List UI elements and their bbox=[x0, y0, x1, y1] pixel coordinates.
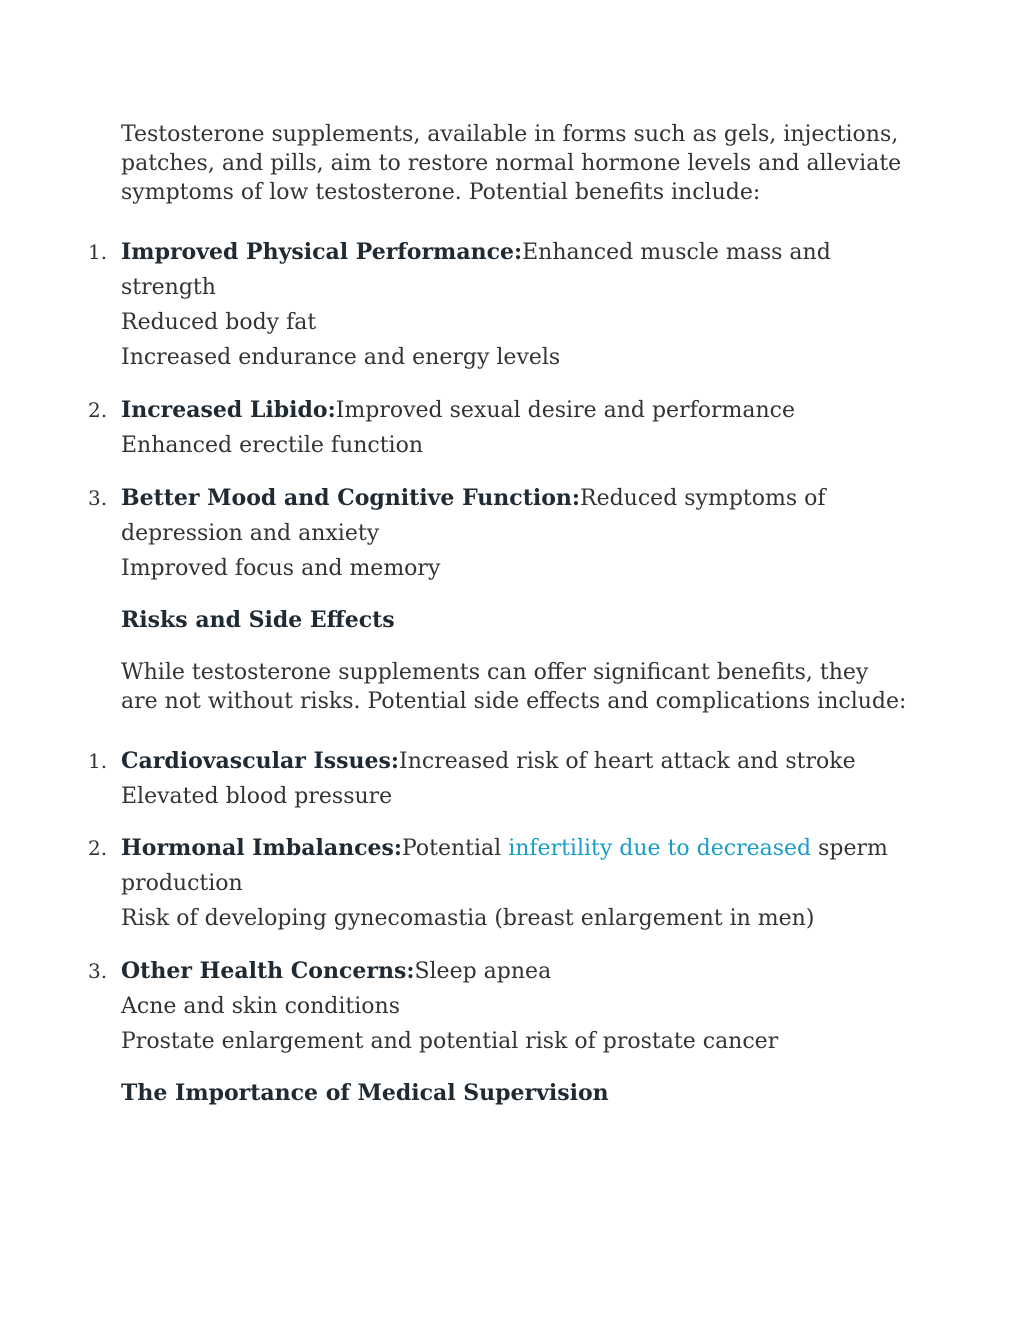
risk-text: Increased risk of heart attack and stroke bbox=[399, 749, 856, 774]
risk-title: Cardiovascular Issues: bbox=[121, 748, 400, 774]
benefit-first-line bbox=[121, 393, 911, 428]
benefit-line: depression and anxiety bbox=[121, 521, 380, 546]
risk-line: production bbox=[121, 871, 243, 896]
infertility-link[interactable]: infertility due to decreased bbox=[508, 836, 812, 861]
risk-first-line bbox=[121, 744, 911, 779]
list-number: 2. bbox=[88, 836, 108, 860]
risk-line: Elevated blood pressure bbox=[121, 784, 393, 809]
risk-body bbox=[121, 744, 911, 814]
benefit-line: Enhanced erectile function bbox=[121, 433, 423, 458]
risk-body bbox=[121, 954, 911, 1059]
list-number: 1. bbox=[88, 240, 108, 264]
supervision-heading: The Importance of Medical Supervision bbox=[121, 1080, 609, 1106]
risk-body bbox=[121, 831, 911, 936]
list-number: 3. bbox=[88, 959, 108, 983]
benefit-body bbox=[121, 393, 911, 463]
risk-text: Potential bbox=[401, 836, 509, 861]
list-number: 3. bbox=[88, 486, 108, 510]
benefit-body bbox=[121, 235, 911, 375]
risk-title: Hormonal Imbalances: bbox=[121, 835, 402, 861]
benefit-text: Reduced symptoms of bbox=[580, 486, 826, 511]
risk-text: sperm bbox=[811, 836, 888, 861]
list-number: 2. bbox=[88, 398, 108, 422]
risk-line: Prostate enlargement and potential risk of prostate cancer bbox=[121, 1029, 779, 1054]
benefit-line: Reduced body fat bbox=[121, 310, 317, 335]
risk-first-line bbox=[121, 954, 911, 989]
risk-line: Risk of developing gynecomastia (breast enlargement in men) bbox=[121, 906, 815, 931]
risks-heading: Risks and Side Effects bbox=[121, 607, 395, 633]
risk-first-line bbox=[121, 831, 911, 866]
risk-title: Other Health Concerns: bbox=[121, 958, 415, 984]
benefit-first-line bbox=[121, 481, 911, 516]
benefit-line: Improved focus and memory bbox=[121, 556, 441, 581]
benefit-line: strength bbox=[121, 275, 216, 300]
risk-text: Sleep apnea bbox=[414, 959, 552, 984]
benefit-line: Increased endurance and energy levels bbox=[121, 345, 561, 370]
benefit-title: Improved Physical Performance: bbox=[121, 239, 523, 265]
benefit-first-line bbox=[121, 235, 911, 270]
list-number: 1. bbox=[88, 749, 108, 773]
risk-line: Acne and skin conditions bbox=[121, 994, 401, 1019]
intro-paragraph: Testosterone supplements, available in forms such as gels, injections, patches, and pills, aim to restore normal hormone levels and alleviate symptoms of low testosterone. Potential benefits include: bbox=[121, 122, 902, 205]
benefit-title: Increased Libido: bbox=[121, 397, 336, 423]
benefit-text: Enhanced muscle mass and bbox=[522, 240, 831, 265]
benefit-text: Improved sexual desire and performance bbox=[335, 398, 795, 423]
risks-intro-paragraph: While testosterone supplements can offer significant benefits, they are not without risks. Potential side effects and complications include: bbox=[121, 660, 907, 714]
benefit-title: Better Mood and Cognitive Function: bbox=[121, 485, 581, 511]
benefit-body bbox=[121, 481, 911, 586]
